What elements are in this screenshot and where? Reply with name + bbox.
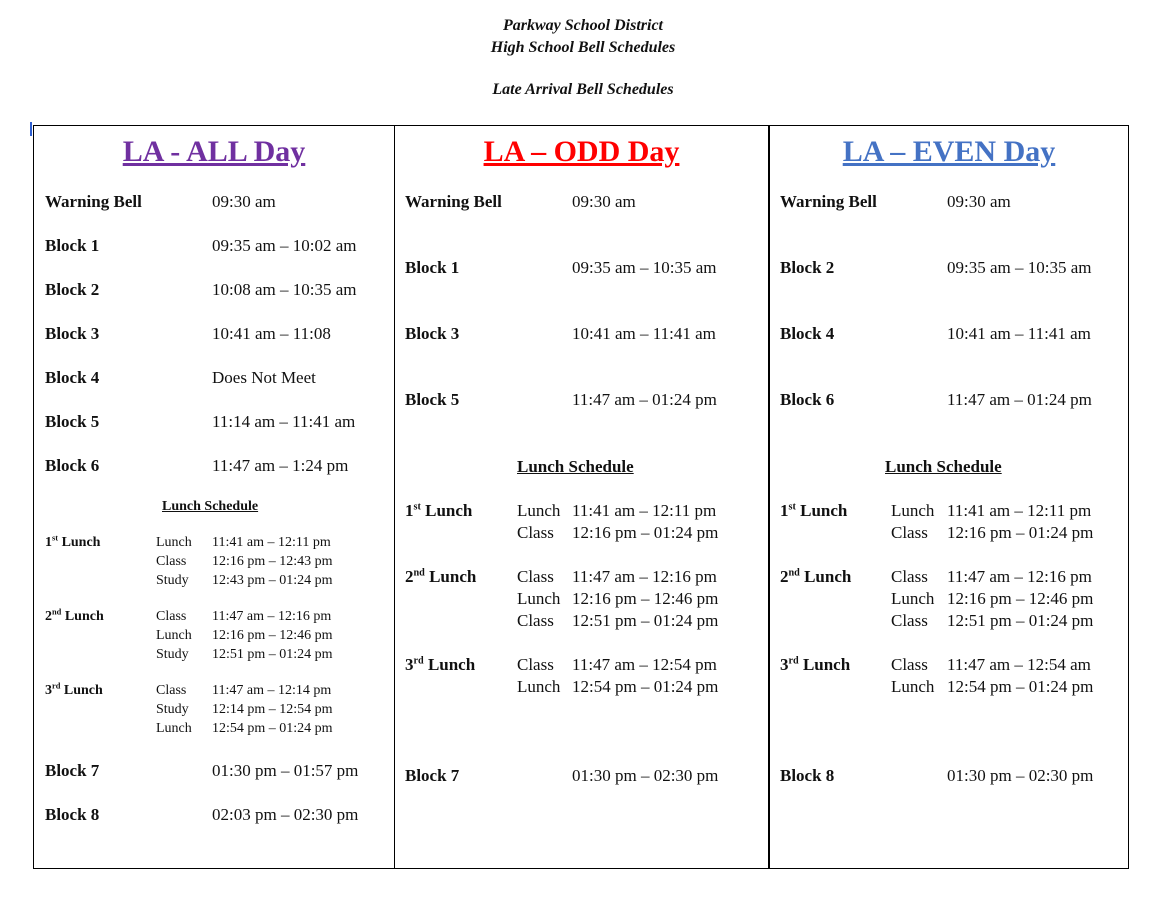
period-time: 12:54 pm – 01:24 pm (572, 677, 719, 696)
lunch-ordinal: rd (788, 655, 799, 667)
period-type: Lunch (517, 501, 561, 520)
lunch-number: 3 (405, 655, 414, 674)
block-time: 09:35 am – 10:02 am (212, 236, 357, 255)
block-time: 10:41 am – 11:41 am (572, 324, 716, 343)
lunch-number: 2 (45, 609, 52, 624)
district-name: Parkway School District (502, 17, 663, 34)
period-type: Class (156, 683, 187, 698)
period-type: Lunch (891, 677, 935, 696)
period-type: Class (156, 554, 187, 569)
block-time: 11:47 am – 01:24 pm (572, 390, 717, 409)
odd-day-title: LA – ODD Day (483, 135, 680, 168)
block-time: 11:14 am – 11:41 am (212, 412, 356, 431)
period-type: Study (156, 702, 189, 717)
warning-bell-label: Warning Bell (405, 192, 502, 211)
block-label: Block 7 (45, 761, 100, 780)
period-type: Lunch (891, 589, 935, 608)
block-time: 10:41 am – 11:08 (212, 324, 331, 343)
block-label: Block 5 (405, 390, 460, 409)
all-day-title: LA - ALL Day (122, 135, 306, 168)
period-time: 12:43 pm – 01:24 pm (212, 573, 333, 588)
period-time: 11:47 am – 12:14 pm (212, 683, 332, 698)
block-label: Block 1 (405, 258, 460, 277)
block-label: Block 3 (405, 324, 460, 343)
period-time: 12:16 pm – 01:24 pm (947, 523, 1094, 542)
lunch-number: 1 (780, 501, 789, 520)
block-label: Block 8 (45, 805, 100, 824)
period-type: Class (891, 567, 928, 586)
period-type: Class (891, 523, 928, 542)
period-time: 12:51 pm – 01:24 pm (572, 611, 719, 630)
period-time: 12:51 pm – 01:24 pm (947, 611, 1094, 630)
lunch-word: Lunch (425, 501, 473, 520)
period-time: 12:16 pm – 12:46 pm (947, 589, 1094, 608)
block-time: 02:03 pm – 02:30 pm (212, 805, 359, 824)
block-time: 01:30 pm – 02:30 pm (947, 766, 1094, 785)
period-type: Class (517, 655, 554, 674)
period-time: 11:41 am – 12:11 pm (572, 501, 717, 520)
period-time: 12:54 pm – 01:24 pm (212, 721, 333, 736)
period-time: 11:41 am – 12:11 pm (212, 535, 331, 550)
document-title: High School Bell Schedules (490, 39, 676, 56)
period-type: Class (517, 611, 554, 630)
lunch-word: Lunch (63, 683, 103, 698)
block-label: Block 2 (45, 280, 100, 299)
lunch-ordinal: rd (52, 681, 61, 691)
period-type: Class (517, 567, 554, 586)
period-type: Class (891, 611, 928, 630)
lunch-ordinal: st (788, 501, 796, 513)
lunch-word: Lunch (64, 609, 104, 624)
block-label: Block 3 (45, 324, 100, 343)
period-type: Study (156, 573, 189, 588)
lunch-label (45, 607, 104, 626)
odd-day-column (395, 126, 770, 868)
block-time: 11:47 am – 1:24 pm (212, 456, 349, 475)
lunch-schedule-heading: Lunch Schedule (517, 457, 634, 476)
lunch-word: Lunch (427, 655, 476, 674)
lunch-word: Lunch (804, 567, 852, 586)
period-type: Lunch (517, 589, 561, 608)
warning-bell-time: 09:30 am (947, 192, 1011, 211)
lunch-label (405, 654, 475, 676)
lunch-label (780, 566, 851, 588)
lunch-ordinal: rd (413, 655, 424, 667)
period-type: Lunch (156, 628, 192, 643)
block-label: Block 1 (45, 236, 100, 255)
period-type: Study (156, 647, 189, 662)
block-time: 01:30 pm – 01:57 pm (212, 761, 359, 780)
schedule-table (33, 125, 1129, 869)
period-time: 12:14 pm – 12:54 pm (212, 702, 333, 717)
block-time: 10:41 am – 11:41 am (947, 324, 1091, 343)
lunch-number: 1 (405, 501, 414, 520)
lunch-label (780, 654, 850, 676)
block-label: Block 6 (780, 390, 835, 409)
lunch-number: 3 (45, 683, 52, 698)
period-time: 11:47 am – 12:54 am (947, 655, 1091, 674)
block-time: 01:30 pm – 02:30 pm (572, 766, 719, 785)
lunch-label (45, 681, 103, 700)
period-time: 11:47 am – 12:16 pm (572, 567, 717, 586)
period-type: Class (156, 609, 187, 624)
period-type: Class (517, 523, 554, 542)
period-time: 11:47 am – 12:16 pm (212, 609, 332, 624)
lunch-ordinal: st (52, 533, 59, 543)
lunch-label (780, 500, 847, 522)
lunch-ordinal: st (413, 501, 421, 513)
period-time: 12:16 pm – 12:43 pm (212, 554, 333, 569)
period-time: 12:54 pm – 01:24 pm (947, 677, 1094, 696)
period-time: 11:41 am – 12:11 pm (947, 501, 1092, 520)
warning-bell-label: Warning Bell (780, 192, 877, 211)
block-time: Does Not Meet (212, 368, 316, 387)
lunch-word: Lunch (429, 567, 477, 586)
block-label: Block 8 (780, 766, 835, 785)
lunch-label (405, 500, 472, 522)
lunch-number: 2 (780, 567, 789, 586)
lunch-word: Lunch (61, 535, 101, 550)
lunch-number: 3 (780, 655, 789, 674)
warning-bell-time: 09:30 am (572, 192, 636, 211)
lunch-ordinal: nd (413, 567, 425, 579)
warning-bell-label: Warning Bell (45, 192, 142, 211)
block-time: 10:08 am – 10:35 am (212, 280, 357, 299)
period-type: Lunch (517, 677, 561, 696)
period-type: Class (891, 655, 928, 674)
period-time: 12:16 pm – 12:46 pm (212, 628, 333, 643)
block-label: Block 2 (780, 258, 835, 277)
lunch-schedule-heading: Lunch Schedule (162, 499, 259, 514)
lunch-label (405, 566, 476, 588)
block-time: 09:35 am – 10:35 am (572, 258, 717, 277)
period-time: 12:16 pm – 12:46 pm (572, 589, 719, 608)
block-label: Block 5 (45, 412, 100, 431)
block-label: Block 4 (780, 324, 835, 343)
lunch-schedule-heading: Lunch Schedule (885, 457, 1002, 476)
document-subtitle: Late Arrival Bell Schedules (492, 81, 674, 98)
period-time: 11:47 am – 12:54 pm (572, 655, 717, 674)
block-label: Block 7 (405, 766, 460, 785)
lunch-label (45, 533, 100, 552)
period-type: Lunch (891, 501, 935, 520)
block-label: Block 6 (45, 456, 100, 475)
lunch-word: Lunch (800, 501, 848, 520)
lunch-number: 1 (45, 535, 52, 550)
warning-bell-time: 09:30 am (212, 192, 276, 211)
lunch-number: 2 (405, 567, 414, 586)
block-time: 09:35 am – 10:35 am (947, 258, 1092, 277)
block-time: 11:47 am – 01:24 pm (947, 390, 1092, 409)
even-day-column (770, 126, 1128, 868)
all-day-column (34, 126, 395, 868)
block-label: Block 4 (45, 368, 100, 387)
period-time: 12:51 pm – 01:24 pm (212, 647, 333, 662)
lunch-word: Lunch (802, 655, 851, 674)
lunch-ordinal: nd (52, 607, 62, 617)
lunch-ordinal: nd (788, 567, 800, 579)
period-time: 12:16 pm – 01:24 pm (572, 523, 719, 542)
period-type: Lunch (156, 721, 192, 736)
anchor-marker (30, 122, 32, 136)
period-time: 11:47 am – 12:16 pm (947, 567, 1092, 586)
period-type: Lunch (156, 535, 192, 550)
even-day-title: LA – EVEN Day (842, 135, 1056, 168)
